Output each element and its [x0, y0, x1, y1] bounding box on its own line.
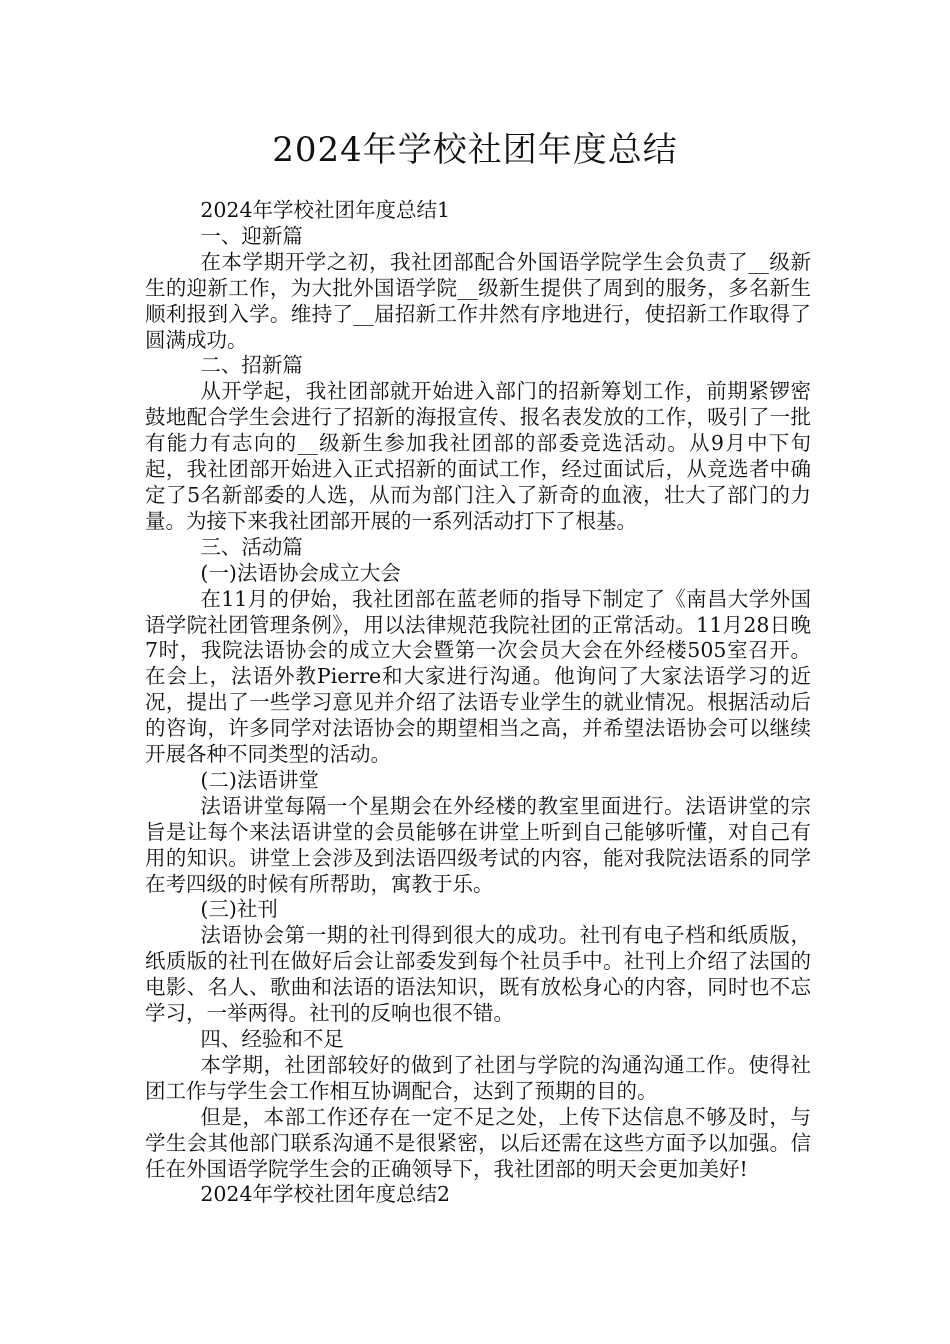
document-title: 2024年学校社团年度总结: [272, 130, 678, 170]
paragraph-shortcomings: 但是，本部工作还存在一定不足之处，上传下达信息不够及时，与学生会其他部门联系沟通不是很紧密，以后还需在这些方面予以加强。信任在外国语学院学生会的正确领导下，我社团部的明天会更加美好!: [145, 1104, 811, 1181]
paragraph-welcome: 在本学期开学之初，我社团部配合外国语学院学生会负责了__级新生的迎新工作，为大批外国语学院__级新生提供了周到的服务，多名新生顺利报到入学。维持了__届招新工作井然有序地进行，使招新工作取得了圆满成功。: [145, 249, 811, 352]
section-heading-summary-2: 2024年学校社团年度总结2: [200, 1182, 451, 1207]
paragraph-journal: 法语协会第一期的社刊得到很大的成功。社刊有电子档和纸质版，纸质版的社刊在做好后会让部委发到每个社员手中。社刊上介绍了法国的电影、名人、歌曲和法语的语法知识，既有放松身心的内容，同时也不忘学习，一举两得。社刊的反响也很不错。: [145, 923, 811, 1026]
document-body: [145, 198, 811, 1208]
subheading-founding-meeting: (一)法语协会成立大会: [200, 560, 401, 585]
section-heading-welcome: 一、迎新篇: [200, 223, 303, 248]
paragraph-founding-meeting: 在11月的伊始，我社团部在蓝老师的指导下制定了《南昌大学外国语学院社团管理条例》，用以法律规范我院社团的正常活动。11月28日晚7时，我院法语协会的成立大会暨第一次会员大会在外经楼505室召开。在会上，法语外教Pierre和大家进行沟通。他询问了大家法语学习的近况，提出了一些学习意见并介绍了法语专业学生的就业情况。根据活动后的咨询，许多同学对法语协会的期望相当之高，并希望法语协会可以继续开展各种不同类型的活动。: [145, 586, 811, 767]
section-heading-activities: 三、活动篇: [200, 534, 303, 559]
paragraph-experience: 本学期，社团部较好的做到了社团与学院的沟通沟通工作。使得社团工作与学生会工作相互协调配合，达到了预期的目的。: [145, 1052, 811, 1103]
subheading-journal: (三)社刊: [200, 897, 278, 922]
section-heading-experience: 四、经验和不足: [200, 1027, 344, 1051]
paragraph-french-lecture: 法语讲堂每隔一个星期会在外经楼的教室里面进行。法语讲堂的宗旨是让每个来法语讲堂的会员能够在讲堂上听到自己能够听懂，对自己有用的知识。讲堂上会涉及到法语四级考试的内容，能对我院法语系的同学在考四级的时候有所帮助，寓教于乐。: [145, 793, 811, 896]
section-heading-summary-1: 2024年学校社团年度总结1: [200, 198, 451, 222]
paragraph-recruit: 从开学起，我社团部就开始进入部门的招新筹划工作，前期紧锣密鼓地配合学生会进行了招新的海报宣传、报名表发放的工作，吸引了一批有能力有志向的__级新生参加我社团部的部委竞选活动。从9月中下旬起，我社团部开始进入正式招新的面试工作，经过面试后，从竞选者中确定了5名新部委的人选，从而为部门注入了新奇的血液，壮大了部门的力量。为接下来我社团部开展的一系列活动打下了根基。: [145, 379, 811, 533]
subheading-french-lecture: (二)法语讲堂: [200, 767, 319, 792]
section-heading-recruit: 二、招新篇: [200, 353, 303, 378]
